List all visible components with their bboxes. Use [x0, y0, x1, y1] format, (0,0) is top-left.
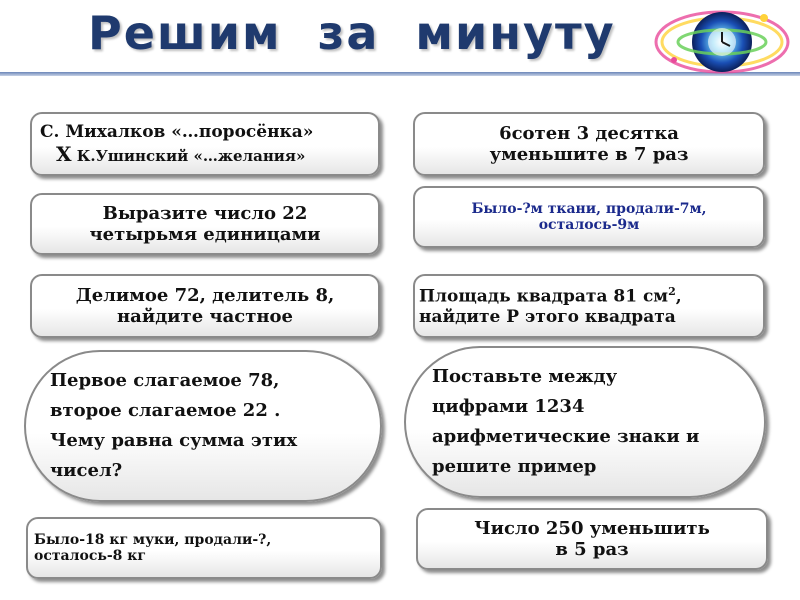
reduce-card [416, 508, 768, 570]
hundreds-card [413, 112, 765, 176]
page-title: Решим за минуту [88, 6, 616, 60]
signs-card [404, 346, 766, 498]
flour-line-1: Было-18 кг муки, продали-?, [34, 532, 272, 548]
hundreds-line-2: уменьшите в 7 раз [489, 144, 689, 165]
signs-line-4: решите пример [432, 456, 597, 477]
sum-line-4: чисел? [50, 460, 123, 481]
globe-clock-logo [652, 2, 792, 78]
sum-line-3: Чему равна сумма этих [50, 430, 298, 451]
signs-line-2: цифрами 1234 [432, 396, 585, 417]
authors-line-2-prefix: Х [56, 142, 72, 166]
sum-line-2: второе слагаемое 22 . [50, 400, 281, 421]
divide-line-2: найдите частное [117, 306, 293, 327]
square-exponent: 2 [668, 285, 676, 299]
flour-line-2: осталось-8 кг [34, 548, 146, 564]
divide-card [30, 274, 380, 338]
square-line-1-end: , [675, 286, 682, 307]
fabric-line-1: Было-?м ткани, продали-7м, [471, 201, 707, 217]
express-line-1: Выразите число 22 [102, 203, 308, 224]
square-line-1-text: Площадь квадрата 81 см [419, 286, 669, 307]
square-card [413, 274, 765, 338]
fabric-line-2: осталось-9м [538, 217, 640, 233]
divide-line-1: Делимое 72, делитель 8, [75, 285, 335, 306]
signs-line-3: арифметические знаки и [432, 426, 700, 447]
square-line-2: найдите Р этого квадрата [419, 306, 676, 327]
reduce-line-1: Число 250 уменьшить [474, 518, 710, 539]
express-line-2: четырьмя единицами [89, 224, 321, 245]
authors-line-2 [40, 142, 378, 166]
reduce-line-2: в 5 раз [555, 539, 629, 560]
authors-card [30, 112, 380, 176]
sum-card [24, 350, 382, 502]
fabric-card [413, 186, 765, 248]
hundreds-line-1: 6сотен 3 десятка [499, 123, 679, 144]
express-card [30, 193, 380, 255]
sum-line-1: Первое слагаемое 78, [50, 370, 280, 391]
flour-card [26, 517, 382, 579]
square-line-1 [419, 285, 763, 307]
signs-line-1: Поставьте между [432, 366, 618, 387]
authors-line-1: С. Михалков «…поросёнка» [40, 122, 314, 142]
authors-line-2-rest: К.Ушинский «…желания» [71, 147, 306, 165]
